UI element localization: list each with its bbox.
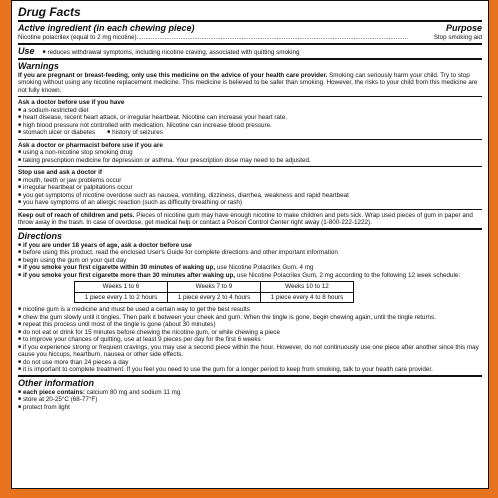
each-piece-bold: each piece contains: bbox=[23, 388, 85, 396]
dosing-schedule-table bbox=[74, 281, 354, 303]
use-text: ■ reduces withdrawal symptoms, including nicotine craving, associated with quitting smoking bbox=[43, 49, 300, 57]
other-information-section bbox=[18, 378, 482, 412]
drug-facts-title: Drug Facts bbox=[18, 5, 81, 19]
list-item: ■ nicotine gum is a medicine and must be used a certain way to get the best results bbox=[18, 306, 482, 314]
directions-heading: Directions bbox=[18, 230, 63, 241]
list-item: ■ begin using the gum on your quit day bbox=[18, 257, 482, 265]
table-cell: 1 piece every 1 to 2 hours bbox=[75, 292, 168, 303]
divider bbox=[18, 228, 482, 230]
list-item-pair bbox=[18, 129, 482, 137]
list-item: ■ if you are under 18 years of age, ask a doctor before use bbox=[18, 242, 482, 250]
list-item: ■ mouth, teeth or jaw problems occur bbox=[18, 177, 482, 185]
pregnancy-warning bbox=[18, 72, 482, 95]
later-cigarette-bold: if you smoke your first cigarette more than 30 minutes after waking up, bbox=[23, 271, 236, 279]
list-item: ■ history of seizures bbox=[107, 129, 163, 137]
list-item: ■ do not eat or drink for 15 minutes before chewing the nicotine gum, or while chewing a piece bbox=[18, 329, 482, 337]
purpose-text: Stop smoking aid bbox=[433, 34, 482, 41]
divider bbox=[18, 139, 482, 140]
list-item: ■ using a non-nicotine stop smoking drug bbox=[18, 149, 482, 157]
warnings-heading: Warnings bbox=[18, 60, 59, 71]
list-item: ■ if you experience strong or frequent cravings, you may use a second piece within the hour. However, do not continuously use one piece after another since this may cause you hiccups, heartburn, nausea or other side effects. bbox=[18, 344, 482, 359]
ask-doctor-heading: Ask a doctor before use if you have bbox=[18, 99, 125, 106]
list-item bbox=[18, 272, 482, 280]
children-warning bbox=[18, 212, 482, 227]
list-item: ■ heart disease, recent heart attack, or irregular heartbeat. Nicotine can increase your heart rate. bbox=[18, 114, 482, 122]
list-item: ■ before using this product, read the enclosed User's Guide for complete directions and other important information bbox=[18, 249, 482, 257]
drug-facts-label bbox=[11, 0, 489, 489]
purpose-heading: Purpose bbox=[445, 23, 482, 33]
divider bbox=[18, 166, 482, 167]
directions-section bbox=[18, 231, 482, 374]
active-ingredient-header bbox=[18, 23, 482, 34]
list-item: ■ taking prescription medicine for depression or asthma. Your prescription dose may need to be adjusted. bbox=[18, 157, 482, 165]
list-item: ■ protect from light bbox=[18, 404, 482, 412]
first-cigarette-text: use Nicotine Polacrilex Gum, 4 mg bbox=[215, 264, 314, 271]
ask-pharmacist-heading: Ask a doctor or pharmacist before use if you are bbox=[18, 141, 163, 149]
list-item: ■ to improve your chances of quitting, use at least 9 pieces per day for the first 6 weeks bbox=[18, 336, 482, 344]
list-item bbox=[18, 264, 482, 272]
divider bbox=[18, 96, 482, 97]
use-section bbox=[18, 46, 482, 57]
later-cigarette-text: use Nicotine Polacrilex Gum, 2 mg according to the following 12 week schedule: bbox=[235, 271, 461, 279]
list-item: ■ you have symptoms of an allergic reaction (such as difficulty breathing or rash) bbox=[18, 199, 482, 207]
list-item: ■ a sodium-restricted diet bbox=[18, 107, 482, 115]
table-cell: Weeks 7 to 9 bbox=[168, 282, 261, 293]
list-item: ■ irregular heartbeat or palpitations occur bbox=[18, 184, 482, 192]
table-cell: Weeks 1 to 6 bbox=[75, 282, 168, 293]
table-cell: 1 piece every 2 to 4 hours bbox=[168, 292, 261, 303]
active-ingredient-text: Nicotine polacrilex (equal to 2 mg nicotine) bbox=[18, 34, 137, 41]
active-ingredient-row bbox=[18, 34, 482, 42]
each-piece-text: calcium 80 mg and sodium 11 mg bbox=[84, 388, 181, 396]
stop-use-heading: Stop use and ask a doctor if bbox=[18, 169, 102, 176]
divider bbox=[18, 58, 482, 60]
divider bbox=[18, 20, 482, 22]
list-item: ■ high blood pressure not controlled with medication. Nicotine can increase blood pressure. bbox=[18, 122, 482, 130]
list-item: ■ do not use more than 24 pieces a day bbox=[18, 359, 482, 367]
leader-dots: ........................................................................................................................................................... bbox=[136, 34, 408, 41]
list-item: ■ stomach ulcer or diabetes bbox=[18, 129, 95, 137]
other-information-heading: Other information bbox=[18, 377, 94, 388]
table-row bbox=[75, 282, 354, 293]
pregnancy-warning-text: Smoking can seriously harm your child. Try to stop smoking without using any nicotine replacement medicine. This medicine is believed to be safer than smoking. However, the risks to your child from this medicine are not fully known. bbox=[18, 71, 478, 94]
table-cell: Weeks 10 to 12 bbox=[261, 282, 354, 293]
table-cell: 1 piece every 4 to 8 hours bbox=[261, 292, 354, 303]
list-item: ■ it is important to complete treatment. If you feel you need to use the gum for a longer period to keep from smoking, talk to your health care provider. bbox=[18, 366, 482, 374]
list-item: ■ you get symptoms of nicotine overdose such as nausea, vomiting, dizziness, diarrhea, weakness and rapid heartbeat bbox=[18, 192, 482, 200]
warnings-section bbox=[18, 61, 482, 227]
table-row bbox=[75, 292, 354, 303]
use-heading: Use bbox=[18, 45, 35, 56]
list-item: ■ store at 20-25°C (68-77°F) bbox=[18, 396, 482, 404]
divider bbox=[18, 209, 482, 210]
pregnancy-warning-bold: If you are pregnant or breast-feeding, only use this medicine on the advice of your health care provider. bbox=[18, 71, 328, 79]
list-item bbox=[18, 389, 482, 397]
children-warning-bold: Keep out of reach of children and pets. bbox=[18, 211, 135, 219]
divider bbox=[18, 43, 482, 45]
list-item: ■ repeat this process until most of the tingle is gone (about 30 minutes) bbox=[18, 321, 482, 329]
active-ingredient-heading: Active ingredient (in each chewing piece) bbox=[18, 23, 195, 33]
list-item: ■ chew the gum slowly until it tingles. Then park it between your cheek and gum. When the tingle is gone, begin chewing again, until the tingle returns. bbox=[18, 314, 482, 322]
divider bbox=[18, 375, 482, 377]
first-cigarette-bold: if you smoke your first cigarette within 30 minutes of waking up, bbox=[23, 264, 216, 271]
children-warning-text: Pieces of nicotine gum may have enough nicotine to make children and pets sick. Wrap used pieces of gum in paper and throw away in the trash. In case of overdose, get medical help or contact a Poison Control Center right away (1-800-222-1222). bbox=[18, 211, 473, 226]
